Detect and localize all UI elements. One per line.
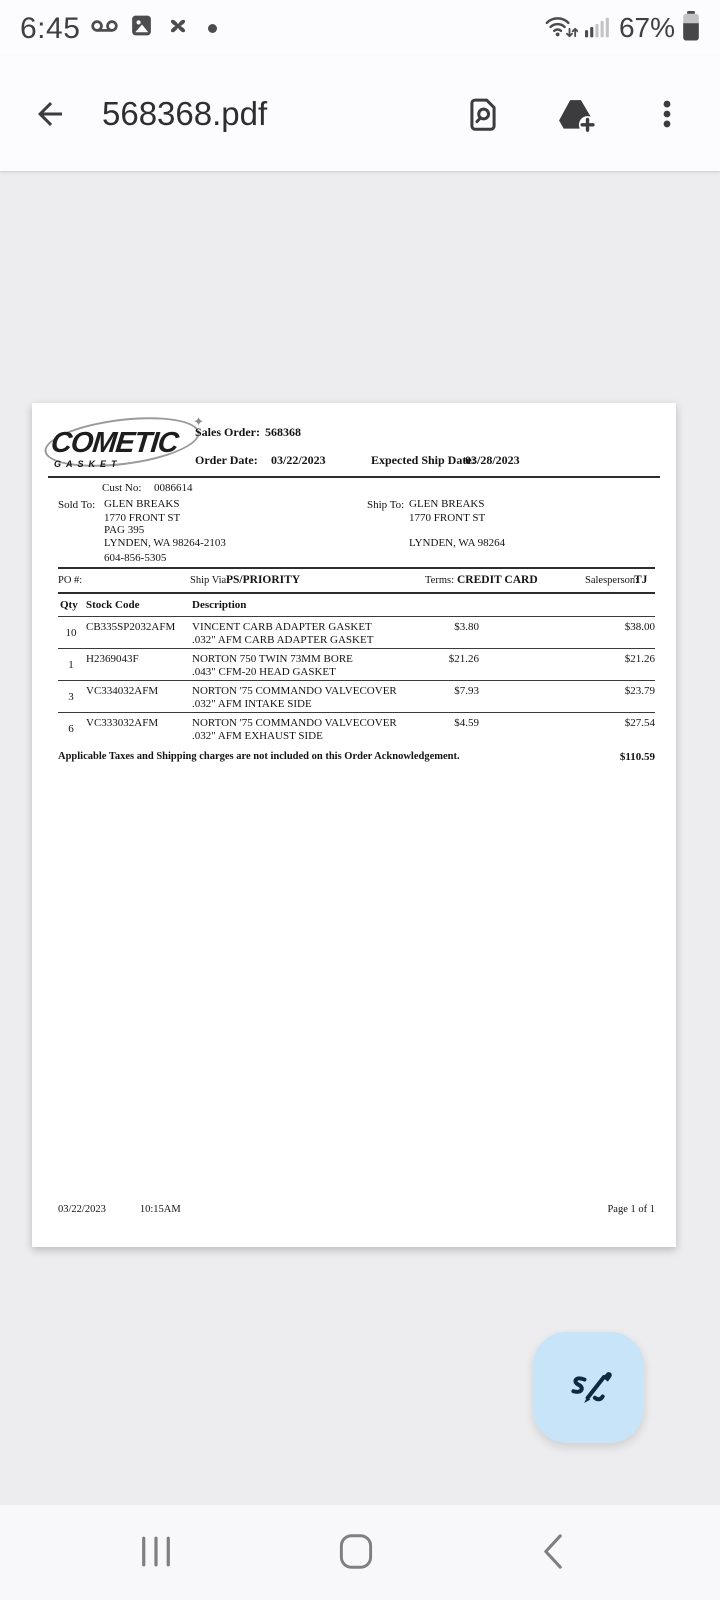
header-divider [48, 476, 660, 478]
sold-to-line: GLEN BREAKS [104, 498, 180, 510]
item-qty: 1 [68, 659, 74, 671]
table-row [58, 617, 655, 649]
print-time: 10:15AM [139, 1204, 181, 1215]
sold-to-phone: 604-856-5305 [104, 552, 167, 564]
sales-order-label: Sales Order: [195, 425, 260, 439]
page-number: Page 1 of 1 [607, 1204, 655, 1215]
ship-to-line: LYNDEN, WA 98264 [409, 537, 506, 549]
gallery-icon [129, 13, 154, 43]
notification-dot [208, 24, 217, 33]
status-bar [0, 0, 720, 56]
voicemail-icon [91, 14, 118, 43]
ship-to-line: GLEN BREAKS [409, 498, 485, 510]
navigation-bar [0, 1505, 720, 1600]
totals-row [58, 745, 655, 765]
battery-icon [682, 11, 700, 46]
app-bar [0, 56, 720, 172]
pdf-viewport[interactable] [0, 172, 720, 1505]
item-description-line2: .032" AFM EXHAUST SIDE [192, 730, 323, 742]
po-terms-row [58, 569, 655, 594]
home-icon[interactable] [327, 1521, 385, 1584]
table-row [58, 713, 655, 745]
item-description-line1: NORTON '75 COMMANDO VALVECOVER [192, 685, 397, 697]
item-stock-code: VC334032AFM [86, 685, 159, 697]
document-title: 568368.pdf [102, 94, 268, 132]
status-bar-left [20, 10, 217, 46]
stock-code-header: Stock Code [86, 599, 140, 611]
item-stock-code: CB335SP2032AFM [86, 621, 176, 633]
signal-icon [585, 13, 612, 44]
item-description-line1: NORTON '75 COMMANDO VALVECOVER [192, 717, 397, 729]
logo-star-icon: ✦ [193, 415, 204, 430]
sold-to-label: Sold To: [58, 499, 96, 511]
sales-order-number: 568368 [265, 425, 301, 439]
ship-date-value: 03/28/2023 [465, 453, 520, 467]
cust-no-label: Cust No: [102, 482, 142, 494]
table-header-row [58, 594, 655, 617]
po-label: PO #: [58, 575, 83, 586]
add-to-drive-icon[interactable] [548, 87, 604, 141]
wifi-icon [544, 12, 578, 45]
line-items [58, 617, 655, 745]
item-description-line2: .032" AFM CARB ADAPTER GASKET [192, 634, 374, 646]
description-header: Description [192, 599, 247, 611]
order-date-value: 03/22/2023 [271, 453, 326, 467]
item-unit-price: $3.80 [454, 621, 479, 633]
ship-via-label: Ship Via: [190, 575, 230, 586]
status-time: 6:45 [20, 12, 81, 45]
salesperson-value: TJ [634, 574, 648, 586]
order-date-label: Order Date: [195, 453, 258, 467]
cometic-logo [48, 415, 206, 473]
sold-to-line: 1770 FRONT ST [104, 512, 181, 524]
item-description-line1: NORTON 750 TWIN 73MM BORE [192, 653, 353, 665]
item-total: $27.54 [624, 717, 655, 729]
item-description-line2: .032" AFM INTAKE SIDE [192, 698, 312, 710]
print-timestamp [58, 1204, 215, 1215]
app-bar-actions [456, 87, 696, 141]
item-qty: 3 [68, 691, 74, 703]
salesperson-label: Salesperson: [585, 575, 639, 586]
order-table [58, 567, 655, 765]
find-in-page-icon[interactable] [456, 87, 510, 141]
terms-label: Terms: [425, 575, 455, 586]
back-arrow-icon[interactable] [24, 88, 76, 140]
status-bar-right [544, 11, 700, 46]
item-unit-price: $7.93 [454, 685, 479, 697]
item-total: $23.79 [624, 685, 655, 697]
tax-shipping-note: Applicable Taxes and Shipping charges are not included on this Order Acknowledgement. [58, 751, 460, 762]
recents-icon[interactable] [127, 1523, 185, 1582]
table-row [58, 649, 655, 681]
fan-icon [165, 13, 191, 44]
pdf-page [32, 403, 676, 1247]
ship-date-label: Expected Ship Date: [371, 453, 476, 467]
item-description-line2: .043" CFM-20 HEAD GASKET [192, 666, 336, 678]
item-qty: 10 [65, 627, 77, 639]
item-unit-price: $4.59 [454, 717, 479, 729]
print-date: 03/22/2023 [58, 1204, 106, 1215]
logo-subtitle: GASKET [54, 459, 122, 469]
battery-percent: 67% [618, 12, 675, 43]
item-unit-price: $21.26 [448, 653, 479, 665]
ship-to-label: Ship To: [367, 499, 405, 511]
qty-header: Qty [60, 599, 78, 611]
item-qty: 6 [68, 723, 74, 735]
overflow-menu-icon[interactable] [642, 88, 692, 140]
terms-value: CREDIT CARD [457, 574, 538, 586]
annotate-fab[interactable] [533, 1332, 644, 1443]
item-total: $21.26 [624, 653, 655, 665]
sold-to-line: LYNDEN, WA 98264-2103 [104, 537, 226, 549]
nav-back-icon[interactable] [528, 1521, 578, 1584]
table-row [58, 681, 655, 713]
stylus-note-icon [563, 1362, 615, 1414]
logo-wordmark: COMETIC [49, 427, 180, 459]
sold-to-line: PAG 395 [104, 524, 145, 536]
item-total: $38.00 [624, 621, 655, 633]
order-total: $110.59 [619, 751, 655, 763]
cust-no-value: 0086614 [154, 482, 193, 494]
item-stock-code: H2369043F [86, 653, 139, 665]
ship-via-value: PS/PRIORITY [226, 574, 301, 586]
ship-to-line: 1770 FRONT ST [409, 512, 486, 524]
item-description-line1: VINCENT CARB ADAPTER GASKET [192, 621, 372, 633]
item-stock-code: VC333032AFM [86, 717, 159, 729]
